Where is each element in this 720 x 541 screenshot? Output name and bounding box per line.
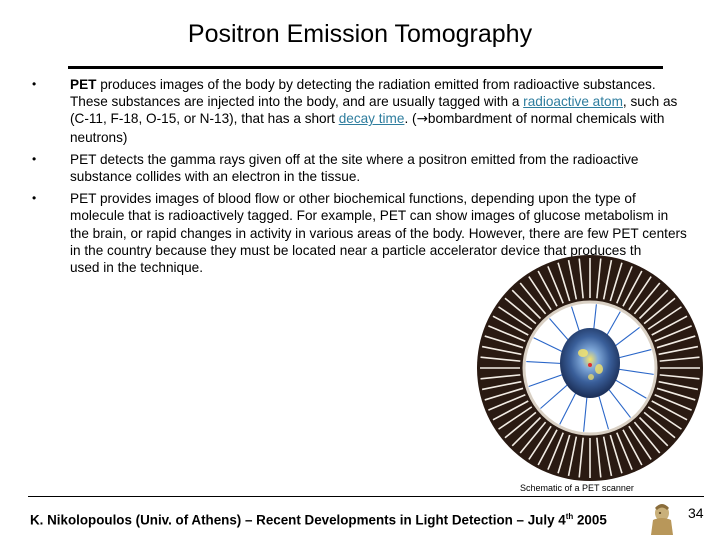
arrow-icon: → xyxy=(416,111,428,128)
bullet-marker: • xyxy=(32,151,37,166)
bullet-1-text-a: produces images of the body by detecting the radiation emitted from radioactive substances. These substances are injected into the body, and are usually tagged with a xyxy=(70,77,656,110)
bullet-marker: • xyxy=(32,77,37,91)
slide-title: Positron Emission Tomography xyxy=(187,20,533,48)
footer-main: K. Nikolopoulos (Univ. of Athens) – Recent Developments in Light Detection – July 4 xyxy=(30,512,566,528)
bullet-list xyxy=(30,76,690,281)
bullet-item-2 xyxy=(30,151,690,185)
bullet-3-text-tail: used in the technique. xyxy=(70,260,204,276)
figure-caption: Schematic of a PET scanner xyxy=(520,483,634,493)
footer-text xyxy=(30,512,607,527)
page-number: 34 xyxy=(688,505,704,521)
bullet-marker: • xyxy=(32,191,37,206)
bullet-2-text: PET detects the gamma rays given off at the site where a positron emitted from the radioactive substance collides with an electron in the tissue. xyxy=(70,151,639,185)
bullet-1-text-b: , such as (C-11, F-18, O-15, or N-13), that has a short xyxy=(70,94,678,127)
athena-logo-icon xyxy=(647,502,677,536)
footer-divider xyxy=(28,496,704,497)
pet-scanner-ring-icon xyxy=(475,253,705,483)
radioactive-atom-link[interactable]: radioactive atom xyxy=(523,94,623,110)
footer-sup: th xyxy=(565,512,574,521)
pet-scanner-figure xyxy=(475,253,705,483)
pet-term: PET xyxy=(70,77,97,92)
bullet-item-1 xyxy=(30,76,690,146)
bullet-3-text: PET provides images of blood flow or other biochemical functions, depending upon the type of molecule that is radioactively tagged. For example, PET can show images of glucose metabolism in the brain, or rapid changes in activity in various areas of the body. However, there are few PET centers in the country because they must be located near a particle accelerator device that produces th xyxy=(70,191,687,258)
title-divider xyxy=(68,66,663,69)
decay-time-link[interactable]: decay time xyxy=(338,111,405,127)
footer-year: 2005 xyxy=(573,512,607,528)
bullet-1-text-c: . ( xyxy=(404,111,417,127)
bullet-1-text-d: bombardment of normal chemicals with neutrons) xyxy=(70,111,665,145)
